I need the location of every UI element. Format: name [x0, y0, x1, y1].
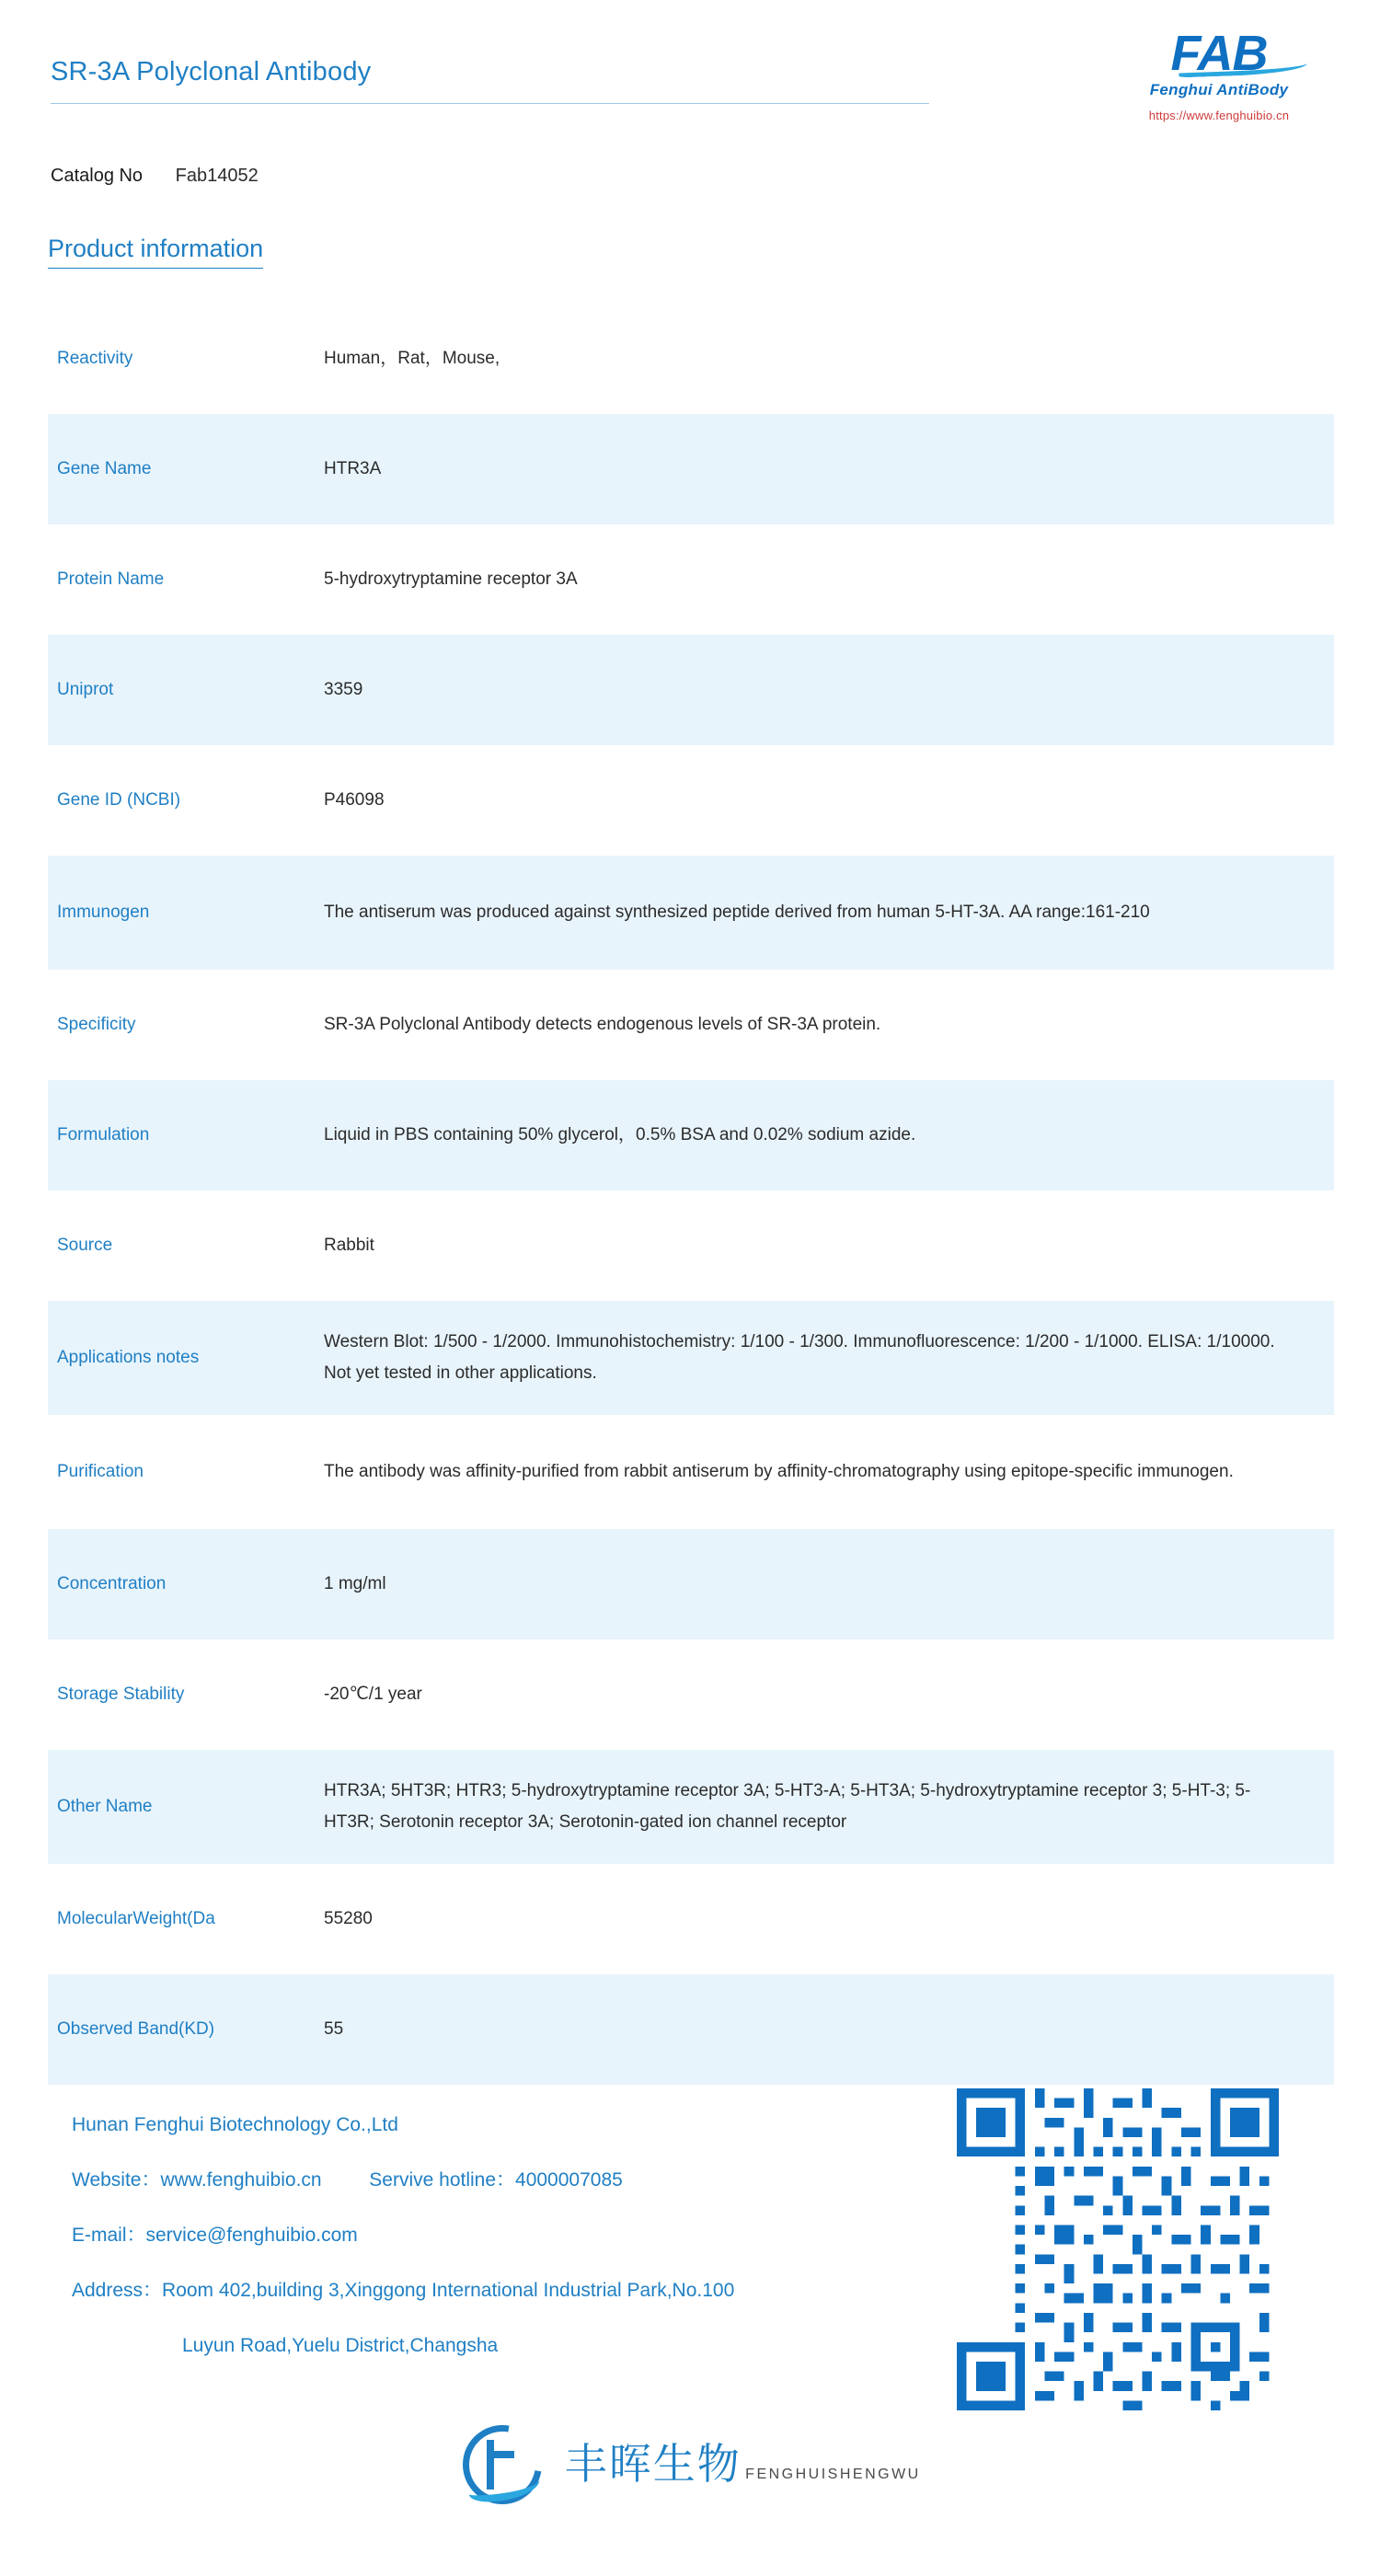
footer-address-line1: Address：Room 402,building 3,Xinggong International Industrial Park,No.100	[72, 2280, 735, 2301]
table-row	[48, 635, 1334, 745]
row-key: Gene Name	[57, 459, 152, 478]
document-footer	[0, 2070, 1380, 2374]
row-key: Storage Stability	[57, 1685, 185, 1704]
row-key: Other Name	[57, 1797, 153, 1816]
table-row	[48, 304, 1334, 414]
row-value: The antiserum was produced against synthesized peptide derived from human 5-HT-3A. AA range:161-210	[324, 903, 1150, 922]
table-row	[48, 745, 1334, 856]
row-key: Specificity	[57, 1015, 136, 1034]
footer-website[interactable]: Website：www.fenghuibio.cn	[72, 2169, 322, 2191]
row-value: HTR3A; 5HT3R; HTR3; 5-hydroxytryptamine receptor 3A; 5-HT3-A; 5-HT3A; 5-hydroxytryptamine receptor 3; 5-HT-3; 5-HT3R; Serotonin receptor 3A; Serotonin-gated ion channel receptor	[324, 1781, 1251, 1832]
table-row	[48, 970, 1334, 1080]
row-value: SR-3A Polyclonal Antibody detects endogenous levels of SR-3A protein.	[324, 1015, 881, 1034]
footer-company: Hunan Fenghui Biotechnology Co.,Ltd	[72, 2114, 398, 2135]
table-row	[48, 1639, 1334, 1750]
row-value: 5-hydroxytryptamine receptor 3A	[324, 569, 578, 589]
table-row	[48, 1415, 1334, 1529]
catalog-number-value: Fab14052	[175, 166, 259, 186]
product-information-table	[48, 304, 1334, 2085]
table-row	[48, 1190, 1334, 1301]
table-row	[48, 414, 1334, 524]
table-row	[48, 1080, 1334, 1190]
row-value: HTR3A	[324, 459, 382, 478]
section-heading-product-information: Product information	[48, 235, 263, 269]
row-value: 1 mg/ml	[324, 1574, 386, 1593]
row-value: 55	[324, 2019, 344, 2039]
row-key: Source	[57, 1236, 113, 1255]
footer-address-line2: Luyun Road,Yuelu District,Changsha	[182, 2335, 499, 2356]
row-value: P46098	[324, 790, 385, 810]
footer-brand-pinyin: FENGHUISHENGWU	[745, 2467, 921, 2482]
row-key: Protein Name	[57, 569, 165, 589]
fenghui-circle-logo-icon	[459, 2420, 547, 2508]
row-key: Observed Band(KD)	[57, 2019, 215, 2039]
logo-f-arm-shape	[487, 2451, 514, 2458]
catalog-number-label: Catalog No	[51, 166, 144, 186]
table-row	[48, 1864, 1334, 1974]
row-key: Applications notes	[57, 1348, 200, 1367]
table-row	[48, 524, 1334, 635]
fab-logo-text	[1171, 28, 1268, 79]
row-value: Human，Rat，Mouse,	[324, 349, 500, 368]
table-row	[48, 1529, 1334, 1639]
table-row	[48, 856, 1334, 970]
footer-brand-text	[565, 2440, 921, 2488]
row-key: Formulation	[57, 1125, 150, 1144]
row-value: 55280	[324, 1909, 373, 1928]
row-value: 3359	[324, 680, 363, 699]
row-key: MolecularWeight(Da	[57, 1909, 215, 1928]
row-key: Uniprot	[57, 680, 114, 699]
row-key: Purification	[57, 1462, 144, 1481]
footer-brand-logo	[0, 2420, 1380, 2530]
footer-brand-inner	[459, 2420, 920, 2530]
footer-website-hotline	[72, 2153, 992, 2208]
row-key: Reactivity	[57, 349, 133, 368]
document-header	[0, 0, 1380, 138]
footer-email[interactable]: E-mail：service@fenghuibio.com	[72, 2225, 358, 2246]
row-value: The antibody was affinity-purified from rabbit antiserum by affinity-chromatography using epitope-specific immunogen.	[324, 1462, 1234, 1481]
row-value: Western Blot: 1/500 - 1/2000. Immunohistochemistry: 1/100 - 1/300. Immunofluorescence: 1/200 - 1/1000. ELISA: 1/10000. Not yet tested in other applications.	[324, 1332, 1275, 1383]
title-divider	[51, 103, 929, 104]
logo-swoosh-icon	[1178, 57, 1307, 78]
table-row	[48, 1301, 1334, 1415]
footer-contact-block	[72, 2098, 992, 2374]
row-key: Immunogen	[57, 903, 150, 922]
table-row	[48, 1974, 1334, 2085]
page-title: SR-3A Polyclonal Antibody	[51, 57, 372, 86]
brand-logo	[1104, 28, 1334, 122]
row-value: Rabbit	[324, 1236, 374, 1255]
fab-logo-label: FAB	[1170, 26, 1268, 81]
catalog-number-row	[51, 166, 259, 187]
footer-brand-chinese: 丰晖生物	[564, 2439, 742, 2489]
row-key: Gene ID (NCBI)	[57, 790, 181, 810]
row-value: -20℃/1 year	[324, 1685, 422, 1704]
footer-hotline: Servive hotline：4000007085	[369, 2169, 623, 2191]
logo-ring-shape	[447, 2409, 558, 2520]
logo-website-url: https://www.fenghuibio.cn	[1148, 109, 1290, 122]
row-key: Concentration	[57, 1574, 167, 1593]
logo-subtitle: Fenghui AntiBody	[1149, 81, 1289, 98]
table-row	[48, 1750, 1334, 1864]
qr-code	[957, 2088, 1279, 2410]
row-value: Liquid in PBS containing 50% glycerol，0.5% BSA and 0.02% sodium azide.	[324, 1125, 916, 1144]
